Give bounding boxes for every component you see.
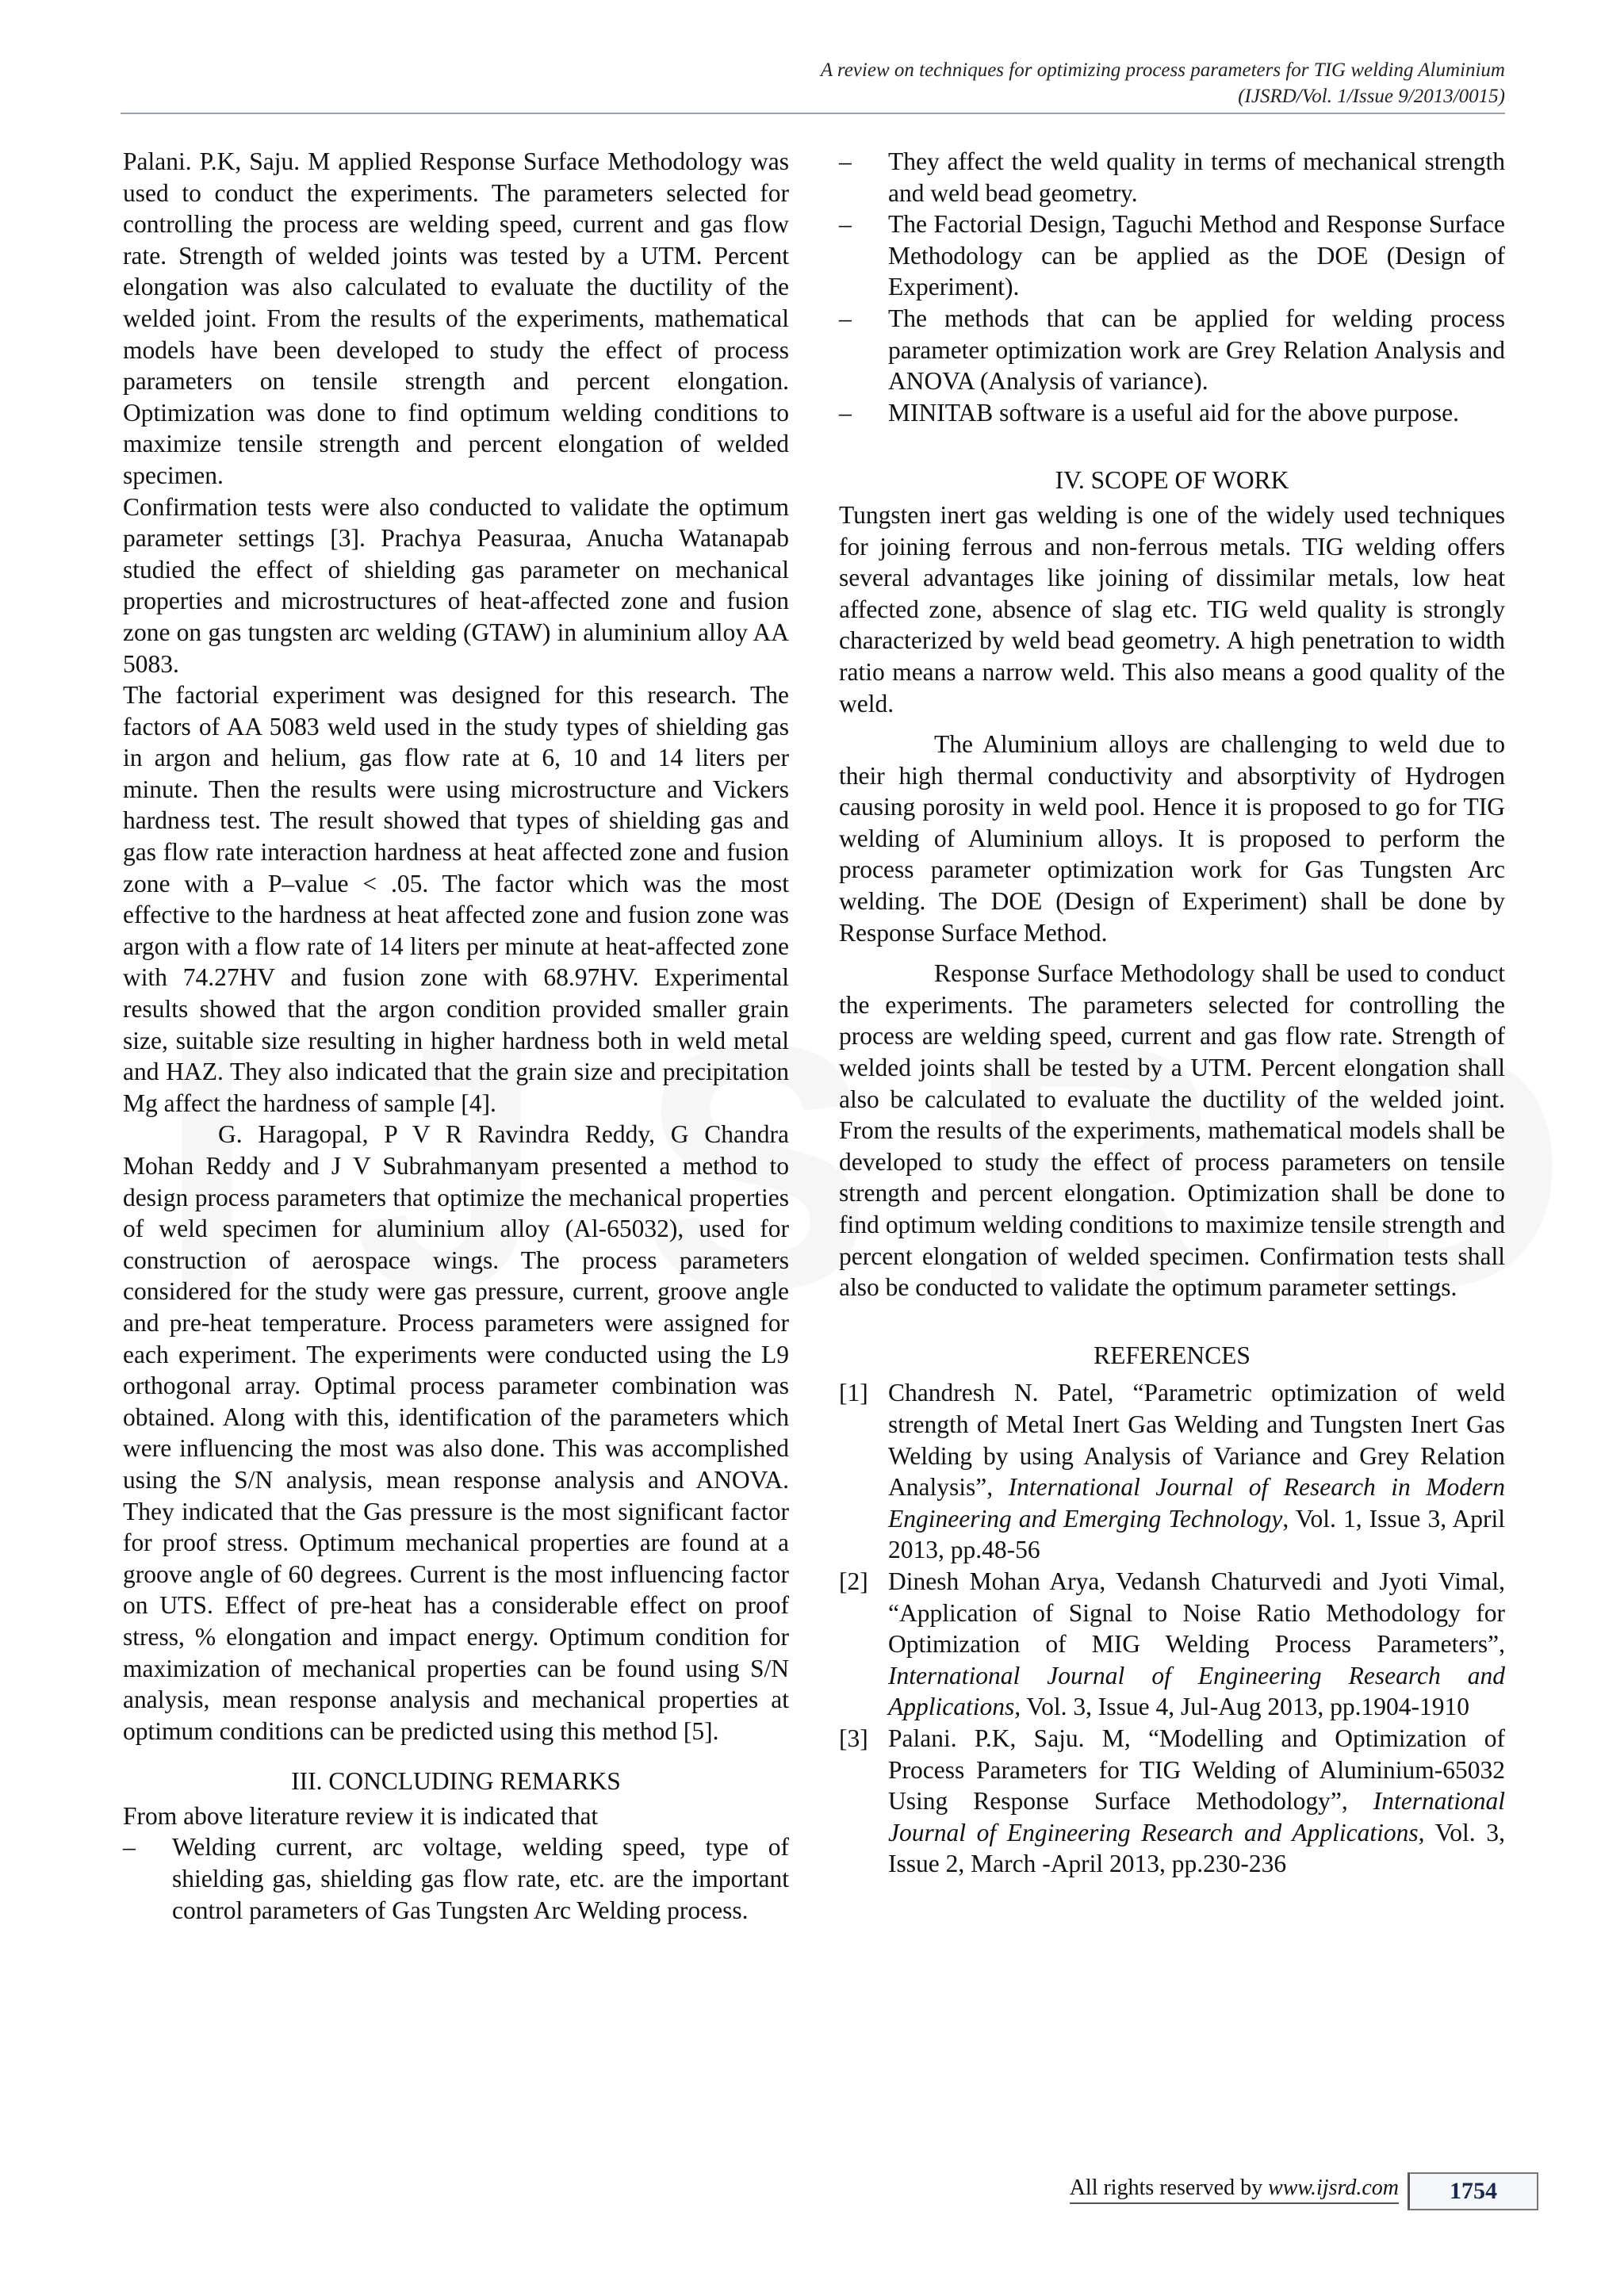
reference-details: Vol. 3, Issue 4, Jul-Aug 2013, pp.1904-1910 <box>1021 1693 1469 1721</box>
references-list <box>839 1377 1505 1880</box>
reference-number: [3] <box>839 1724 868 1752</box>
dash-bullet: – <box>839 398 852 427</box>
left-column <box>123 146 789 1926</box>
dash-bullet: – <box>839 147 852 175</box>
paragraph: G. Haragopal, P V R Ravindra Reddy, G Chandra Mohan Reddy and J V Subrahmanyam presented a method to design process parameters that optimize the mechanical properties of weld specimen for aluminium alloy (Al-65032), used for construction of aerospace wings. The process parameters considered for the study were gas pressure, current, groove angle and pre-heat temperature. Process parameters were assigned for each experiment. The experiments were conducted using the L9 orthogonal array. Optimal process parameter combination was obtained. Along with this, identification of the parameters which were influencing the most was also done. This was accomplished using the S/N analysis, mean response analysis and ANOVA. They indicated that the Gas pressure is the most significant factor for proof stress. Optimum mechanical properties are found at a groove angle of 60 degrees. Current is the most influencing factor on UTS. Effect of pre-heat has a considerable effect on proof stress, % elongation and impact energy. Optimum condition for maximization of mechanical properties can be found using S/N analysis, mean response analysis and mechanical properties at optimum conditions can be predicted using this method [5]. <box>123 1120 789 1745</box>
rights-text: All rights reserved by <box>1069 2175 1269 2200</box>
reference-item <box>839 1377 1505 1566</box>
list-item-text: The Factorial Design, Taguchi Method and Response Surface Methodology can be applied as the DOE (Design of Experiment). <box>888 210 1505 301</box>
reference-text: Palani. P.K, Saju. M, “Modelling and Optimization of Process Parameters for TIG Welding of Aluminium-65032 Using Response Surface Methodology”, <box>888 1724 1505 1816</box>
reference-details: , Vol. 1, Issue 3, April 2013, pp.48-56 <box>888 1504 1505 1564</box>
paragraph: The factorial experiment was designed for this research. The factors of AA 5083 weld used in the study types of shielding gas in argon and helium, gas flow rate at 6, 10 and 14 liters per minute. Then the results were using microstructure and Vickers hardness test. The result showed that types of shielding gas and gas flow rate interaction hardness at heat affected zone and fusion zone with a P–value < .05. The factor which was the most effective to the hardness at heat affected zone and fusion zone was argon with a flow rate of 14 liters per minute at heat-affected zone with 74.27HV and fusion zone with 68.97HV. Experimental results showed that the argon condition provided smaller grain size, suitable size resulting in higher hardness both in weld metal and HAZ. They also indicated that the grain size and precipitation Mg affect the hardness of sample [4]. <box>123 681 789 1117</box>
section-heading-scope-of-work: IV. SCOPE OF WORK <box>1055 466 1289 495</box>
list-item <box>839 209 1505 303</box>
page-number: 1754 <box>1408 2172 1538 2210</box>
paragraph: Tungsten inert gas welding is one of the widely used techniques for joining ferrous and non-ferrous metals. TIG welding offers several advantages like joining of dissimilar metals, low heat affected zone, absence of slag etc. TIG weld quality is strongly characterized by weld bead geometry. A high penetration to width ratio means a narrow weld. This also means a good quality of the weld. <box>839 500 1505 718</box>
list-item <box>839 303 1505 397</box>
dash-bullet: – <box>839 210 852 239</box>
copyright-notice <box>1070 2174 1399 2204</box>
list-item-text: MINITAB software is a useful aid for the above purpose. <box>888 398 1460 427</box>
page-footer <box>1031 2172 1538 2209</box>
right-column <box>839 146 1505 1880</box>
paragraph: The Aluminium alloys are challenging to weld due to their high thermal conductivity and absorptivity of Hydrogen causing porosity in weld pool. Hence it is proposed to go for TIG welding of Aluminium alloys. It is proposed to perform the process parameter optimization work for Gas Tungsten Arc welding. The DOE (Design of Experiment) shall be done by Response Surface Method. <box>839 730 1505 947</box>
paragraph: Confirmation tests were also conducted to validate the optimum parameter settings [3]. Prachya Peasuraa, Anucha Watanapab studied the effect of shielding gas parameter on mechanical properties and microstructures of heat-affected zone and fusion zone on gas tungsten arc welding (GTAW) in aluminium alloy AA 5083. <box>123 492 789 678</box>
site-link[interactable]: www.ijsrd.com <box>1268 2175 1399 2200</box>
list-item <box>839 146 1505 209</box>
reference-text: Chandresh N. Patel, “Parametric optimization of weld strength of Metal Inert Gas Welding and Tungsten Inert Gas Welding by using Analysis of Variance and Grey Relation Analysis”, <box>888 1379 1505 1502</box>
reference-journal: International Journal of Research in Modern Engineering and Emerging Technology <box>888 1473 1505 1533</box>
paragraph: Response Surface Methodology shall be used to conduct the experiments. The parameters selected for controlling the process are welding speed, current and gas flow rate. Strength of welded joints shall be tested by a UTM. Percent elongation shall also be calculated to evaluate the ductility of the welded joint. From the results of the experiments, mathematical models shall be developed to study the effect of process parameters on tensile strength and percent elongation. Optimization shall be done to find optimum welding conditions to maximize tensile strength and percent elongation of welded specimen. Confirmation tests shall also be conducted to validate the optimum parameter settings. <box>839 959 1505 1302</box>
list-item <box>839 397 1505 429</box>
reference-number: [2] <box>839 1567 868 1595</box>
reference-journal: International Journal of Engineering Research and Applications, <box>888 1787 1505 1846</box>
reference-text: Dinesh Mohan Arya, Vedansh Chaturvedi and Jyoti Vimal, “Application of Signal to Noise Ratio Methodology for Optimization of MIG Welding Process Parameters”, <box>888 1567 1505 1659</box>
reference-item <box>839 1566 1505 1723</box>
list-item-text: Welding current, arc voltage, welding speed, type of shielding gas, shielding gas flow rate, etc. are the important control parameters of Gas Tungsten Arc Welding process. <box>172 1833 789 1924</box>
list-item <box>123 1831 789 1926</box>
list-item-text: The methods that can be applied for welding process parameter optimization work are Grey Relation Analysis and ANOVA (Analysis of variance). <box>888 304 1505 396</box>
section-heading-concluding-remarks: III. CONCLUDING REMARKS <box>291 1767 621 1796</box>
running-header <box>121 57 1505 114</box>
reference-details: Vol. 3, Issue 2, March -April 2013, pp.230-236 <box>888 1818 1505 1878</box>
conclusions-list <box>123 1831 789 1926</box>
conclusions-list-continued <box>839 146 1505 428</box>
dash-bullet: – <box>839 304 852 332</box>
reference-number: [1] <box>839 1379 868 1407</box>
section-intro: From above literature review it is indicated that <box>123 1801 599 1830</box>
reference-journal: International Journal of Engineering Research and Applications, <box>888 1661 1505 1721</box>
reference-item <box>839 1723 1505 1880</box>
list-item-text: They affect the weld quality in terms of mechanical strength and weld bead geometry. <box>888 147 1505 207</box>
paragraph: Palani. P.K, Saju. M applied Response Surface Methodology was used to conduct the experiments. The parameters selected for controlling the process are welding speed, current and gas flow rate. Strength of welded joints was tested by a UTM. Percent elongation was also calculated to evaluate the ductility of the welded joint. From the results of the experiments, mathematical models have been developed to study the effect of process parameters on tensile strength and percent elongation. Optimization was done to find optimum welding conditions to maximize tensile strength and percent elongation of welded specimen. <box>123 147 789 489</box>
header-title: A review on techniques for optimizing process parameters for TIG welding Aluminium <box>820 59 1505 81</box>
header-issue: (IJSRD/Vol. 1/Issue 9/2013/0015) <box>1238 86 1505 107</box>
dash-bullet: – <box>123 1833 136 1862</box>
section-heading-references: REFERENCES <box>1094 1341 1251 1369</box>
